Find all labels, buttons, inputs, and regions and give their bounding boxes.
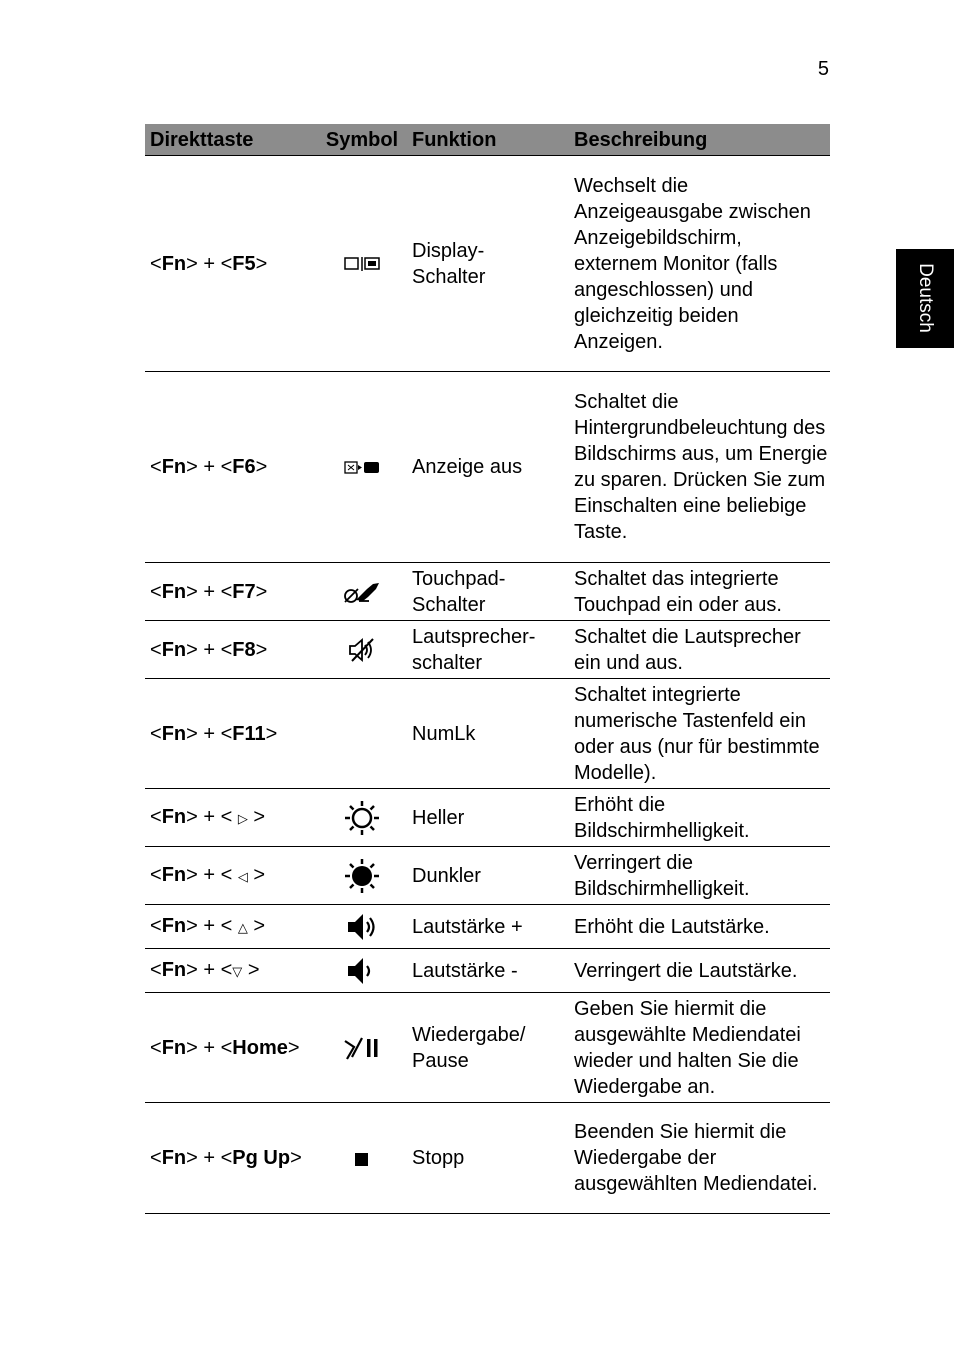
hotkey-bracket: < xyxy=(150,638,162,661)
hotkey-cell xyxy=(145,1103,317,1214)
function-cell: Stopp xyxy=(407,1103,569,1214)
description-cell: Verringert die Bildschirmhelligkeit. xyxy=(569,847,830,905)
hotkey-bracket: < xyxy=(150,914,162,937)
table-row xyxy=(145,847,830,905)
symbol-cell xyxy=(317,949,407,993)
table-header-row xyxy=(145,124,830,156)
hotkey-fn: Fn xyxy=(161,958,187,981)
table-row xyxy=(145,679,830,789)
brightness-down-icon xyxy=(344,864,380,886)
description-cell: Beenden Sie hiermit die Wiedergabe der ausgewählten Mediendatei. xyxy=(569,1103,830,1214)
header-hotkey: Direkttaste xyxy=(145,124,317,156)
symbol-cell xyxy=(317,789,407,847)
hotkey-fn: Fn xyxy=(161,638,187,661)
hotkey-bracket: > xyxy=(247,805,266,828)
description-cell: Erhöht die Bildschirmhelligkeit. xyxy=(569,789,830,847)
description-cell: Schaltet die Lautsprecher ein und aus. xyxy=(569,621,830,679)
function-cell: Lautstärke - xyxy=(407,949,569,993)
table-row xyxy=(145,156,830,372)
hotkey-fn: Fn xyxy=(161,914,187,937)
hotkey-fn: Fn xyxy=(161,580,187,603)
hotkey-separator: > + < xyxy=(186,722,233,745)
hotkey-separator: > + < xyxy=(186,580,233,603)
table-row xyxy=(145,372,830,563)
hotkey-bracket: > xyxy=(247,863,266,886)
brightness-up-icon xyxy=(344,806,380,828)
volume-up-icon xyxy=(346,915,378,937)
description-cell: Wechselt die Anzeigeausgabe zwischen Anzeigebildschirm, externem Monitor (falls angeschlossen) und gleichzeitig beiden Anzeigen. xyxy=(569,156,830,372)
hotkey-key: Pg Up xyxy=(232,1147,291,1169)
hotkey-cell xyxy=(145,847,317,905)
hotkey-separator: > + < xyxy=(186,456,233,478)
hotkey-key: △ xyxy=(237,919,248,935)
hotkey-bracket: < xyxy=(150,722,162,745)
function-cell: Lautsprecher- schalter xyxy=(407,621,569,679)
table-row xyxy=(145,789,830,847)
function-cell: Display- Schalter xyxy=(407,156,569,372)
hotkey-key: F6 xyxy=(232,456,256,478)
table-row xyxy=(145,993,830,1103)
hotkey-separator: > + < xyxy=(186,1036,233,1059)
hotkey-cell xyxy=(145,156,317,372)
hotkey-cell xyxy=(145,621,317,679)
table-row xyxy=(145,563,830,621)
table-row xyxy=(145,905,830,949)
description-cell: Verringert die Lautstärke. xyxy=(569,949,830,993)
hotkey-bracket: < xyxy=(150,580,162,603)
hotkey-separator: > + < xyxy=(186,1147,233,1169)
function-cell: Anzeige aus xyxy=(407,372,569,563)
display-toggle-icon xyxy=(344,253,380,275)
hotkey-cell xyxy=(145,949,317,993)
function-cell: Wiedergabe/ Pause xyxy=(407,993,569,1103)
touchpad-toggle-icon xyxy=(343,581,381,603)
hotkey-cell xyxy=(145,993,317,1103)
function-cell: NumLk xyxy=(407,679,569,789)
symbol-cell xyxy=(317,993,407,1103)
hotkey-cell xyxy=(145,563,317,621)
symbol-cell xyxy=(317,563,407,621)
hotkey-key: Home xyxy=(232,1036,288,1059)
symbol-cell xyxy=(317,621,407,679)
hotkey-key: F7 xyxy=(232,580,256,603)
hotkey-fn: Fn xyxy=(161,456,187,478)
hotkey-bracket: < xyxy=(150,252,162,275)
language-tab xyxy=(896,249,954,348)
speaker-mute-icon xyxy=(347,638,377,660)
table-row xyxy=(145,1103,830,1214)
hotkey-cell xyxy=(145,372,317,563)
hotkey-key: ▷ xyxy=(237,810,248,826)
description-cell: Schaltet das integrierte Touchpad ein oder aus. xyxy=(569,563,830,621)
hotkey-bracket: > xyxy=(247,914,266,937)
header-function: Funktion xyxy=(407,124,569,156)
symbol-cell xyxy=(317,905,407,949)
hotkey-bracket: > xyxy=(242,958,260,981)
hotkey-separator: > + < xyxy=(186,958,233,981)
hotkey-separator: > + < xyxy=(186,252,233,275)
hotkey-fn: Fn xyxy=(161,1147,187,1169)
function-cell: Dunkler xyxy=(407,847,569,905)
hotkey-key: F8 xyxy=(232,638,256,661)
header-symbol: Symbol xyxy=(317,124,407,156)
page-number: 5 xyxy=(817,58,829,80)
hotkey-separator: > + < xyxy=(186,638,233,661)
hotkey-cell xyxy=(145,679,317,789)
hotkey-bracket: < xyxy=(150,1147,162,1169)
hotkey-bracket: < xyxy=(150,805,162,828)
hotkey-bracket: > xyxy=(255,638,268,661)
description-cell: Erhöht die Lautstärke. xyxy=(569,905,830,949)
hotkey-bracket: > xyxy=(255,456,268,478)
play-pause-icon xyxy=(343,1036,381,1058)
hotkey-fn: Fn xyxy=(161,252,187,275)
display-off-icon xyxy=(344,456,380,478)
hotkey-bracket: < xyxy=(150,1036,162,1059)
volume-down-icon xyxy=(346,959,378,981)
table-row xyxy=(145,949,830,993)
description-cell: Schaltet integrierte numerische Tastenfeld ein oder aus (nur für bestimmte Modelle). xyxy=(569,679,830,789)
hotkey-fn: Fn xyxy=(161,722,187,745)
hotkey-separator: > + < xyxy=(186,914,238,937)
hotkey-key: F11 xyxy=(232,722,266,745)
description-cell: Schaltet die Hintergrundbeleuchtung des Bildschirms aus, um Energie zu sparen. Drücken Sie zum Einschalten eine beliebige Taste. xyxy=(569,372,830,563)
hotkey-key: F5 xyxy=(232,252,256,275)
hotkey-bracket: > xyxy=(255,580,268,603)
hotkey-fn: Fn xyxy=(161,805,187,828)
language-tab-label: Deutsch xyxy=(915,263,936,333)
hotkey-bracket: < xyxy=(150,456,162,478)
hotkey-bracket: > xyxy=(290,1147,302,1169)
description-cell: Geben Sie hiermit die ausgewählte Mediendatei wieder und halten Sie die Wiedergabe an. xyxy=(569,993,830,1103)
hotkey-separator: > + < xyxy=(186,863,238,886)
function-cell: Lautstärke + xyxy=(407,905,569,949)
table-row xyxy=(145,621,830,679)
hotkey-key: ▽ xyxy=(232,963,243,979)
hotkey-key: ◁ xyxy=(237,868,248,884)
hotkey-cell xyxy=(145,905,317,949)
hotkey-bracket: < xyxy=(150,863,162,886)
function-cell: Touchpad- Schalter xyxy=(407,563,569,621)
symbol-cell xyxy=(317,847,407,905)
function-cell: Heller xyxy=(407,789,569,847)
header-description: Beschreibung xyxy=(569,124,830,156)
hotkey-fn: Fn xyxy=(161,863,187,886)
symbol-cell xyxy=(317,1103,407,1214)
hotkey-table xyxy=(145,124,830,1214)
hotkey-fn: Fn xyxy=(161,1036,187,1059)
hotkey-separator: > + < xyxy=(186,805,238,828)
symbol-cell xyxy=(317,372,407,563)
hotkey-bracket: > xyxy=(287,1036,300,1059)
hotkey-bracket: < xyxy=(150,958,162,981)
hotkey-bracket: > xyxy=(255,252,268,275)
symbol-cell xyxy=(317,156,407,372)
hotkey-bracket: > xyxy=(265,722,278,745)
symbol-cell xyxy=(317,679,407,789)
hotkey-cell xyxy=(145,789,317,847)
stop-icon xyxy=(354,1147,370,1169)
